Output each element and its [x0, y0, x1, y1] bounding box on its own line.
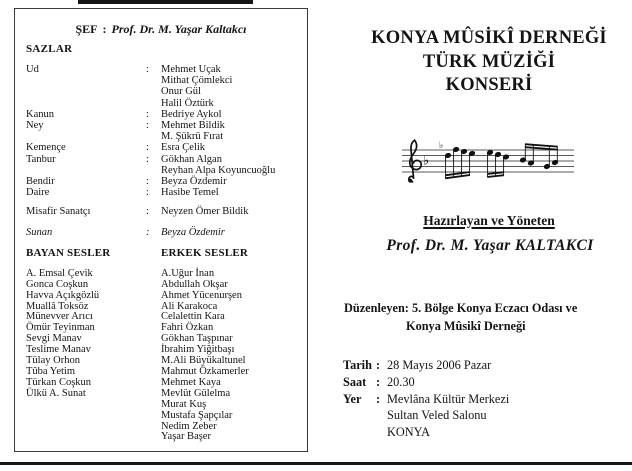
- instrument-names: [161, 187, 307, 198]
- colon: :: [146, 108, 149, 120]
- scan-artifact-bottom-rule: [0, 462, 632, 465]
- time-value: 20.30: [387, 374, 415, 389]
- singer-name: Ömür Teyinman: [26, 322, 95, 334]
- flat-sign-icon: ♭: [423, 153, 430, 169]
- date-value: 28 Mayıs 2006 Pazar: [387, 358, 492, 372]
- instrument-label: Kanun: [26, 108, 54, 120]
- concert-title-line3: KONSERİ: [445, 75, 533, 95]
- instrument-label: Bendir: [26, 176, 55, 188]
- instrument-row-ney: [15, 120, 307, 142]
- instrument-label: Kemençe: [26, 142, 66, 154]
- singer-name: Sevgi Manav: [26, 333, 82, 345]
- female-voices-list: [26, 269, 161, 400]
- male-voices-list: [161, 269, 307, 444]
- colon: :: [376, 358, 381, 372]
- singer-name: Yaşar Başer: [161, 431, 211, 443]
- instrument-names: [161, 154, 307, 176]
- instrument-names: [161, 64, 307, 109]
- instrument-row-daire: [15, 187, 307, 198]
- guest-artist-name: Neyzen Ömer Bildik: [161, 206, 249, 218]
- colon: :: [146, 176, 149, 188]
- singer-name: Gonca Coşkun: [26, 278, 89, 290]
- colon: :: [376, 374, 381, 389]
- scan-artifact-top-bar: [78, 0, 253, 4]
- singer-name: M.Ali Büyükaltunel: [161, 355, 246, 367]
- female-voices-column: [26, 247, 161, 444]
- presenter-label: Sunan: [26, 226, 53, 238]
- conductor-name-right: Prof. Dr. M. Yaşar KALTAKCI: [386, 237, 594, 254]
- performer-name: Hasibe Temel: [161, 187, 219, 199]
- colon: :: [146, 226, 150, 238]
- colon: :: [146, 187, 149, 199]
- singer-name: Türkan Coşkun: [26, 376, 92, 388]
- performer-name: Mehmet Uçak: [161, 64, 221, 75]
- singer-name: Gökhan Taşpınar: [161, 333, 233, 345]
- singer-name: Ali Karakoca: [161, 300, 218, 312]
- venue-line: Sultan Veled Salonu: [387, 408, 487, 423]
- performer-name: Esra Çelik: [161, 142, 206, 154]
- note-group-2: [487, 150, 509, 177]
- section-heading-sazlar: SAZLAR: [26, 43, 73, 55]
- singer-name: Ahmet Yücenurşen: [161, 289, 242, 301]
- instrument-label: Ney: [26, 120, 44, 132]
- schedule-time-row: [343, 374, 509, 391]
- singer-name: Fahri Özkan: [161, 322, 214, 334]
- instrument-row-kanun: [15, 109, 307, 120]
- male-voices-column: [161, 247, 307, 444]
- singer-name: Murat Kuş: [161, 398, 207, 410]
- instrument-row-kemence: [15, 142, 307, 153]
- male-voices-heading: ERKEK SESLER: [161, 246, 249, 259]
- singer-name: Mustafa Şapçılar: [161, 409, 233, 421]
- venue-lines: [387, 391, 509, 441]
- presenter-name: Beyza Özdemir: [161, 226, 225, 238]
- performer-name: Bedriye Aykol: [161, 108, 222, 120]
- singer-name: Celalettin Kara: [161, 311, 225, 323]
- singer-name: Havva Açıkgözlü: [26, 289, 100, 301]
- conductor-line: [15, 22, 307, 37]
- performer-name: M. Şükrü Fırat: [161, 131, 224, 143]
- organizer-line1: Düzenleyen: 5. Bölge Konya Eczacı Odası ve: [344, 301, 578, 315]
- instrument-names: [161, 176, 307, 187]
- colon: :: [146, 142, 149, 154]
- performers-panel: [14, 8, 308, 452]
- instrument-label: Ud: [26, 64, 39, 75]
- singer-name: Mehmet Kaya: [161, 376, 221, 388]
- performer-name: Gökhan Algan: [161, 153, 222, 165]
- performer-name: Reyhan Alpa Koyuncuoğlu: [161, 164, 276, 176]
- schedule-venue-row: [343, 391, 509, 441]
- treble-clef-icon: [408, 140, 421, 182]
- instrument-rows: [15, 64, 307, 238]
- singer-name: Nedim Zeber: [161, 420, 217, 432]
- colon: :: [146, 120, 149, 132]
- organizer-line2: Konya Mûsikî Derneği: [406, 319, 526, 333]
- singer-name: A.Uğur İnan: [161, 267, 215, 279]
- performer-name: Mithat Çömlekci: [161, 75, 233, 87]
- conductor-separator: :: [102, 22, 107, 36]
- instrument-label: Daire: [26, 187, 50, 199]
- note-group-3: [520, 144, 558, 169]
- prepared-by-heading: Hazırlayan ve Yöneten: [423, 213, 555, 228]
- performer-name: Halil Öztürk: [161, 97, 214, 109]
- instrument-names: [161, 109, 307, 120]
- singer-name: Mevlüt Gülelma: [161, 387, 231, 399]
- performer-name: Beyza Özdemir: [161, 176, 227, 188]
- instrument-row-ud: [15, 64, 307, 109]
- concert-title: [346, 27, 632, 98]
- singer-name: Tûba Yetim: [26, 366, 76, 377]
- flat-accidental-icon: ♭: [439, 141, 444, 151]
- instrument-label: Tanbur: [26, 153, 56, 165]
- singer-name: A. Emsal Çevik: [26, 267, 93, 279]
- voices-section: [15, 247, 307, 444]
- colon: :: [146, 206, 149, 218]
- concert-title-line1: KONYA MÛSİKÎ DERNEĞİ: [371, 28, 607, 48]
- guest-artist-row: [15, 206, 307, 217]
- conductor-name-left: Prof. Dr. M. Yaşar Kaltakcı: [111, 22, 247, 36]
- date-label: Tarih: [343, 358, 372, 372]
- singer-name: İbrahim Yiğitbaşı: [161, 344, 235, 356]
- schedule-date-row: [343, 357, 509, 374]
- singer-name: Teslime Manav: [26, 344, 91, 356]
- schedule-block: [343, 357, 509, 441]
- female-voices-heading: BAYAN SESLER: [26, 246, 111, 259]
- singer-name: Mahmut Özkamerler: [161, 366, 249, 377]
- colon: :: [376, 391, 381, 406]
- venue-label: Yer: [343, 391, 362, 406]
- instrument-row-bendir: [15, 176, 307, 187]
- music-notation: [396, 137, 586, 189]
- concert-title-line2: TÜRK MÜZİĞİ: [422, 51, 556, 72]
- venue-line: KONYA: [387, 425, 431, 440]
- organizer-block: [344, 299, 577, 335]
- instrument-names: [161, 120, 307, 142]
- performer-name: Mehmet Bildik: [161, 120, 225, 132]
- colon: :: [146, 64, 149, 75]
- instrument-names: [161, 142, 307, 153]
- music-staff-icon: [396, 137, 586, 189]
- singer-name: Muallâ Toksöz: [26, 300, 89, 312]
- instrument-row-tanbur: [15, 154, 307, 176]
- presenter-row: [15, 227, 307, 238]
- singer-name: Tülay Orhon: [26, 355, 80, 367]
- singer-name: Ülkü A. Sunat: [26, 387, 86, 399]
- venue-line: Mevlâna Kültür Merkezi: [387, 391, 510, 406]
- singer-name: Münevver Arıcı: [26, 311, 93, 323]
- conductor-label: ŞEF: [75, 22, 98, 36]
- time-label: Saat: [343, 374, 367, 389]
- colon: :: [146, 153, 149, 165]
- note-group-1: [445, 147, 475, 179]
- guest-artist-label: Misafir Sanatçı: [26, 206, 91, 218]
- singer-name: Abdullah Okşar: [161, 278, 228, 290]
- performer-name: Onur Gül: [161, 86, 201, 98]
